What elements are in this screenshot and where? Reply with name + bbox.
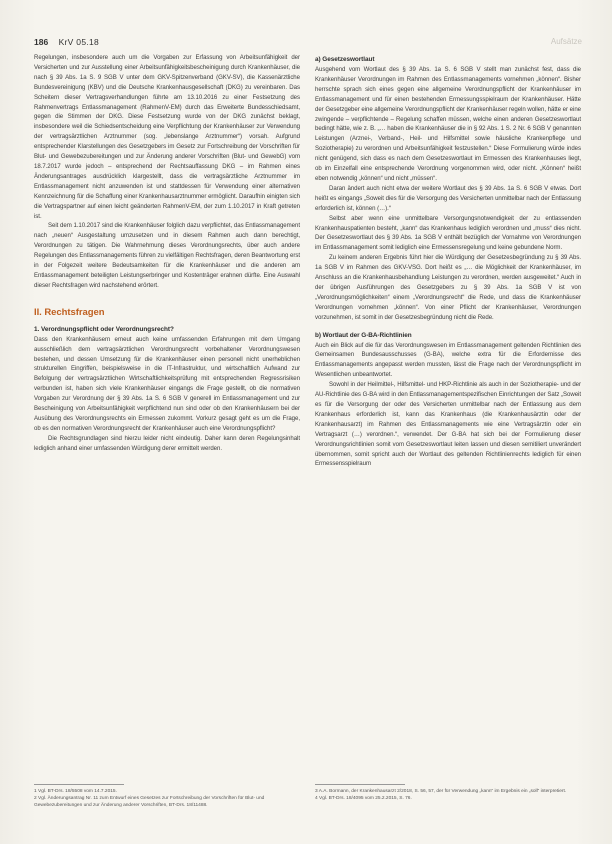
subsection-heading: a) Gesetzeswortlaut [315,56,375,63]
footnote-divider [315,784,405,785]
body-paragraph: Daran ändert auch nicht etwa der weitere Wortlaut des § 39 Abs. 1a S. 6 SGB V etwas. Dort heißt es eingangs „Soweit dies für die Versorgung des Versicherten unmittelbar nach der Entlassung erforderlich ist, können (…).“ [315,184,581,212]
body-paragraph: Zu keinem anderen Ergebnis führt hier die Würdigung der Gesetzesbegründung zu § 39 Abs. 1a SGB V im Rahmen des GKV-VSG. Dort heißt es „… die Möglichkeit der Krankenhäuser, im Anschluss an die Krankenhausbehandlung Leistungen zu verordnen, werden ausgeweitet.“ Auch in der übrigen Ausführungen des Gesetzgebers zu § 39 Abs. 1a SGB V ist von „Verordnungsmöglichkeiten“ einem „Verordnungsrecht“ die Rede, und dass die Krankenhäuser Verordnungen vornehmen „können“. Von einer Pflicht der Krankenhäuser, Verordnungen vorzunehmen, ist somit in der Gesetzesbegründung nicht die Rede. [315,254,581,321]
left-column [34,53,300,454]
body-paragraph: Die Rechtsgrundlagen sind hierzu leider nicht eindeutig. Daher kann deren Regelungsinhalt lediglich anhand einer umfassenden Würdigung derer ermittelt werden. [34,434,300,452]
footnote: 3 A.A. Bormann, der Krankenhausarzt 2/2018, S. 56, 57, der für Verwendung „kann“ im Ergebnis ein „soll“ interpretiert. [315,789,567,794]
body-paragraph: Sowohl in der Heilmittel-, Hilfsmittel- und HKP-Richtlinie als auch in der Soziotherapie- und der AU-Richtlinie des G-BA wird in den Entlassmanagementspezifischen Einrichtungen der Satz „Soweit es für die Versorgung der oder des Versicherten unmittelbar nach der Entlassung aus dem Krankenhaus erforderlich ist, kann das Krankenhaus (die Krankenhausärztin oder der Krankenhausarzt) im Rahmen des Entlassmanagements wie eine Vertragsärztin oder ein Vertragsarzt (…) verordnen.“, verwendet. Der G-BA hat sich bei der Formulierung dieser Verordnungsrichtlinien somit vom Gesetzeswortlaut leiten lassen und diesen semitiliert unverändert übernommen, somit spricht auch der Wortlaut des geltenden Richtlinienrechts lediglich für einen Ermessensspielraum [315,381,581,468]
subsection-heading: b) Wortlaut der G-BA-Richtlinien [315,331,412,339]
right-footnotes [315,778,581,802]
body-paragraph: Ausgehend vom Wortlaut des § 39 Abs. 1a S. 6 SGB V stellt man zunächst fest, dass die Krankenhäuser Verordnungen im Rahmen des Entlassmanagements vornehmen „können“. Bisher herrschte sprach sich eines gegen eine allgemeine Verordnungspflicht der Krankenhäuser im Entlassmanagement und für einen bestehenden Ermessungsspielraum der Krankenhäuser. Hätte der Gesetzgeber eine allgemeine Verordnungspflicht der Krankenhäuser regeln wollen, hätte er eine zwingende – verpflichtende – Regelung schaffen müssen, welche einen anderen Gesetzeswortlaut bedingt hätte, wie z. B. „… haben die Krankenhäuser die in § 92 Abs. 1 S. 2 Nr. 6 SGB V genannten Leistungen (Arznei-, Verband-, Heil- und Hilfsmittel sowie häusliche Krankenpflege und Soziotherapie) zu verordnen und Arbeitsunfähigkeit festzustellen.“ Diese Formulierung würde indes nicht genügend, sich dass es nach dem Gesetzeswortlaut im Ermessen des Krankenhauses liegt, ob im Einzelfall eine entsprechende Verordnung vorgenommen wird, oder nicht. „Können“ heißt eben notwendig „können“ und nicht „müssen“. [315,66,581,182]
left-footnotes [34,778,300,809]
page-number: 186 [34,37,49,47]
journal-issue: KrV 05.18 [58,37,100,47]
subsection-heading: 1. Verordnungspflicht oder Verordnungsrecht? [34,325,174,333]
page-header [34,37,582,47]
footnote: 1 Vgl. BT-Drs. 18/5508 vom 14.7.2015. [34,789,117,794]
section-heading: II. Rechtsfragen [34,306,105,318]
body-paragraph: Seit dem 1.10.2017 sind die Krankenhäuser folglich dazu verpflichtet, das Entlassmanagement nach „neuen“ Ausgestaltung umzusetzen und in diesem Rahmen auch dann berechtigt, Verordnungen zu tätigen. Die Wahrnehmung dieses Verordnungsrechts, über auch andere Regelungen des Entlassmanagements führen zu vielfältigen Rechtsfragen, deren Beantwortung erst in der Folgezeit weitere Bedeutsamkeiten für die Krankenhäuser und die anderen am Entlassmanagement beteiligten Leistungserbringer und Kostenträger erahnen dürfte. Eine Auswahl dieser Rechtsfragen wird nachstehend erörtert. [34,222,300,289]
body-paragraph: Auch ein Blick auf die für das Verordnungswesen im Entlassmanagement geltenden Richtlinien des Gemeinsamen Bundesausschusses (G-BA), welche extra für die Erfordernisse des Entlassmanagements angepasst werden mussten, lässt die Frage nach der Verordnungspflicht im Wesentlichen unbeantwortet. [315,341,581,379]
right-column [315,53,581,469]
body-paragraph: Dass den Krankenhäusern erneut auch keine umfassenden Erfahrungen mit dem Umgang ausschließlich dem vertragsärztlichen Verordnungsrecht vorbehaltener Verordnungswesen bestehen, und dessen Umsetzung für die Krankenhäuser einen personell nicht unerheblichen strukturellen Eingriffen, beispielsweise in die IT-Infrastruktur, und wirtschaftlich Aufwand zur Befolgung der vertragsärztlichen Wirtschaftlichkeitsprüfung mit entsprechenden Regressrisiken verbunden ist, haben sich viele Krankenhäuser eingangs die Frage gestellt, ob die normativen Vorgaben zur Verordnung der § 39 Abs. 1a S. 6 SGB V generell im Entlassmanagement und zur Bescheinigung von Arbeitsunfähigkeit verpflichtend nun sind oder ob den Krankenhäusern bei der Ausübung des Verordnungsrechts ein Ermessen zukommt. Vorkurz gesagt geht es um die Frage, ob es den normativen Verordnungsrecht der Krankenhäuser auch eine Verordnungspflicht? [34,335,300,432]
footnote: 4 Vgl. BT-Drs. 18/4095 vom 25.2.2015, S. 76. [315,796,412,801]
body-paragraph: Regelungen, insbesondere auch um die Vorgaben zur Erfassung von Arbeitsunfähigkeit der Versicherten und zur Ausstellung einer Arbeitsunfähigkeitsbescheinigung durch Krankenhäuser, die nach § 39 Abs. 1a S. 9 SGB V unter dem GKV-Spitzenverband (GKV-SV), die Kassenärztliche Bundesvereinigung (KBV) und die Deutsche Krankenhausgesellschaft (DKG) zu vereinbaren. Das Scheitern dieser Vertragsverhandlungen führte am 13.10.2016 zu einer Festsetzung des Rahmenvertrags Entlassmanagement (RahmenV-EM) durch das Erweiterte Bundesschiedsamt, gegen die Stimmen der DKG. Diese Festsetzung wurde von der DKG zunächst beklagt, insbesondere weil die Schiedsentscheidung eine Verpflichtung der Krankenhäuser zur Verwendung der vertragsärztlichen Arztnummer (sog. „lebenslange Arztnummer“) vorsah. Aufgrund entsprechender Klarstellungen des Gesetzgebers im Gesetz zur Fortschreibung der Vorschriften für Blut- und Gewebezubereitungen und zur Änderung anderer Vorschriften (Blut- und GewebG) vom 18.7.2017 wurde jedoch – entsprechend der Rechtsauffassung DKG – im Rahmen eines Änderungsantrages ausdrücklich klargestellt, dass die vertragsärztliche Arztnummer im Entlassmanagement nicht anzuwenden ist und stattdessen für Verwendung einer alternativen Kennzeichnung für die Schaffung einer Krankenhausarztnummer ermöglicht. Daraufhin einigten sich die Vertragspartner auf einen leicht geänderten RahmenV-EM, der zum 1.10.2017 in Kraft getreten ist. [34,54,300,220]
footnote: 2 Vgl. Änderungsantrag Nr. 11 zum Entwurf eines Gesetzes zur Fortschreibung der Vorschriften für Blut- und Gewebezubereitungen und zur Änderung anderer Vorschriften, BT-Drs. 18/11488. [34,796,265,808]
body-paragraph: Selbst aber wenn eine unmittelbare Versorgungsnotwendigkeit der zu entlassenden Krankenhauspatienten besteht, „kann“ das Krankenhaus lediglich verordnen und „muss“ dies nicht. Der Gesetzeswortlaut des § 39 Abs. 1a SGB V enthält bezüglich der Vornahme von Verordnungen im Entlassmanagement somit lediglich eine Ermessensregelung und keine gebundene Norm. [315,214,581,252]
footnote-divider [34,784,124,785]
section-label: Aufsätze [550,37,582,46]
